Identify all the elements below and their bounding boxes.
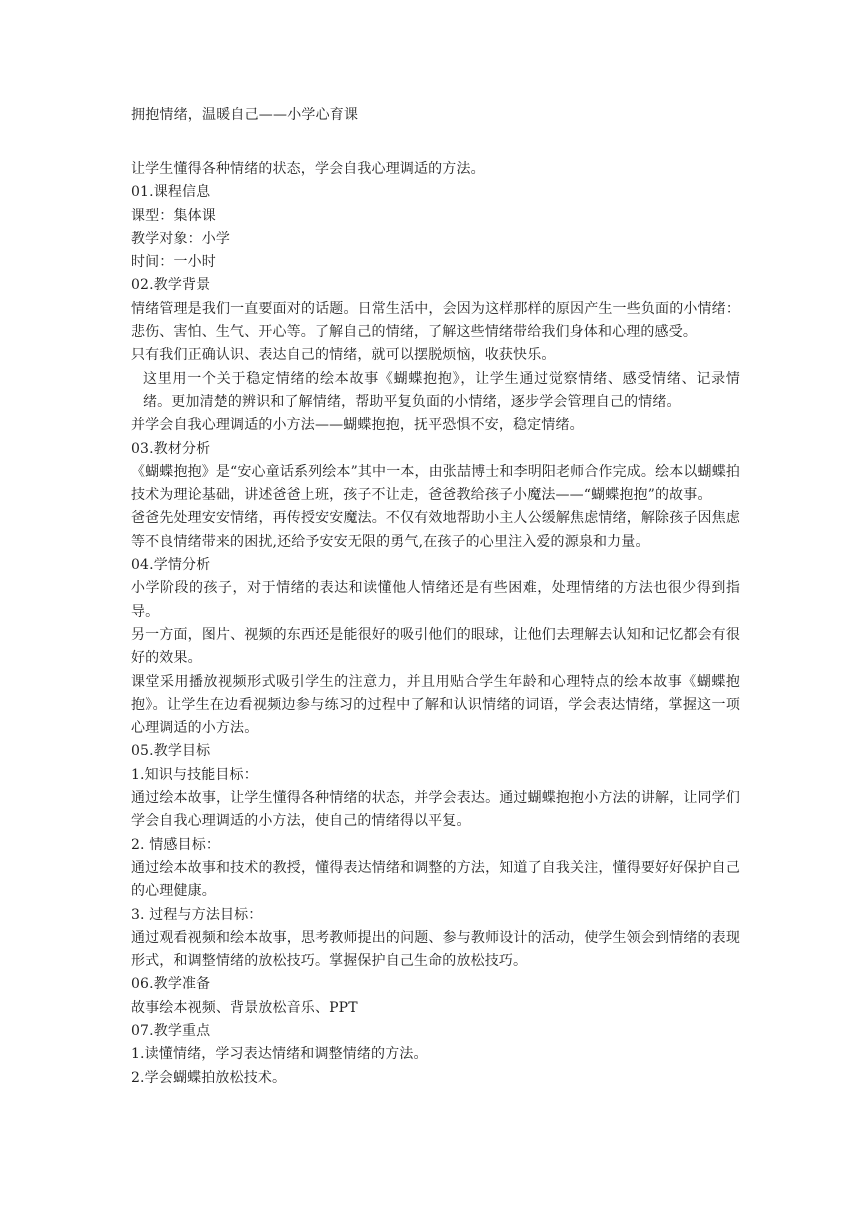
document-title: 拥抱情绪，温暖自己——小学心育课	[131, 107, 359, 123]
body-paragraph: 课型：集体课	[131, 207, 216, 224]
body-paragraph: 爸爸先处理安安情绪，再传授安安魔法。不仅有效地帮助小主人公缓解焦虑情绪，解除孩子因焦虑等不良情绪带来的困扰,还给予安安无限的勇气,在孩子的心里注入爱的源泉和力量。	[131, 510, 740, 550]
body-paragraph: 2. 情感目标：	[131, 836, 221, 853]
section-heading: 01.课程信息	[131, 184, 211, 201]
body-paragraph: 1.知识与技能目标：	[131, 766, 258, 783]
body-paragraph: 3. 过程与方法目标：	[131, 906, 263, 923]
section-heading: 04.学情分析	[131, 557, 211, 574]
document-body	[131, 158, 740, 1090]
body-paragraph: 通过绘本故事和技术的教授，懂得表达情绪和调整的方法，知道了自我关注，懂得要好好保护自己的心理健康。	[131, 859, 740, 900]
section-heading: 02.教学背景	[131, 277, 211, 294]
body-paragraph: 让学生懂得各种情绪的状态，学会自我心理调适的方法。	[131, 161, 485, 177]
body-paragraph: 小学阶段的孩子，对于情绪的表达和读懂他人情绪还是有些困难，处理情绪的方法也很少得到指导。	[131, 580, 740, 620]
body-paragraph: 课堂采用播放视频形式吸引学生的注意力，并且用贴合学生年龄和心理特点的绘本故事《蝴蝶抱抱》。让学生在边看视频边参与练习的过程中了解和认识情绪的词语，学会表达情绪，掌握这一项心理调适的小方法。	[131, 673, 740, 737]
section-heading: 07.教学重点	[131, 1022, 211, 1039]
body-paragraph: 通过观看视频和绘本故事，思考教师提出的问题、参与教师设计的活动，使学生领会到情绪的表现形式，和调整情绪的放松技巧。掌握保护自己生命的放松技巧。	[131, 929, 740, 970]
body-paragraph: 另一方面，图片、视频的东西还是能很好的吸引他们的眼球，让他们去理解去认知和记忆都会有很好的效果。	[131, 626, 740, 667]
section-heading: 06.教学准备	[131, 976, 211, 993]
body-paragraph: 教学对象：小学	[131, 230, 231, 247]
body-paragraph: 只有我们正确认识、表达自己的情绪，就可以摆脱烦恼，收获快乐。	[131, 347, 556, 364]
section-heading: 05.教学目标	[131, 743, 211, 760]
body-paragraph: 《蝴蝶抱抱》是“安心童话系列绘本”其中一本，由张喆博士和李明阳老师合作完成。绘本以蝴蝶拍技术为理论基础，讲述爸爸上班，孩子不让走，爸爸教给孩子小魔法——“蝴蝶抱抱”的故事。	[131, 463, 740, 504]
body-paragraph: 这里用一个关于稳定情绪的绘本故事《蝴蝶抱抱》，让学生通过觉察情绪、感受情绪、记录情绪。更加清楚的辨识和了解情绪，帮助平复负面的小情绪，逐步学会管理自己的情绪。	[143, 370, 740, 410]
body-paragraph: 情绪管理是我们一直要面对的话题。日常生活中，会因为这样那样的原因产生一些负面的小情绪：悲伤、害怕、生气、开心等。了解自己的情绪，了解这些情绪带给我们身体和心理的感受。	[131, 300, 740, 341]
section-heading: 03.教材分析	[131, 440, 211, 457]
body-paragraph: 并学会自我心理调适的小方法——蝴蝶抱抱，抚平恐惧不安，稳定情绪。	[131, 417, 584, 434]
body-paragraph: 故事绘本视频、背景放松音乐、PPT	[131, 999, 358, 1016]
body-paragraph: 2.学会蝴蝶拍放松技术。	[131, 1069, 287, 1086]
body-paragraph: 1.读懂情绪，学习表达情绪和调整情绪的方法。	[131, 1046, 428, 1063]
body-paragraph: 通过绘本故事，让学生懂得各种情绪的状态，并学会表达。通过蝴蝶抱抱小方法的讲解，让同学们学会自我心理调适的小方法，使自己的情绪得以平复。	[131, 790, 740, 830]
body-paragraph: 时间：一小时	[131, 254, 216, 271]
